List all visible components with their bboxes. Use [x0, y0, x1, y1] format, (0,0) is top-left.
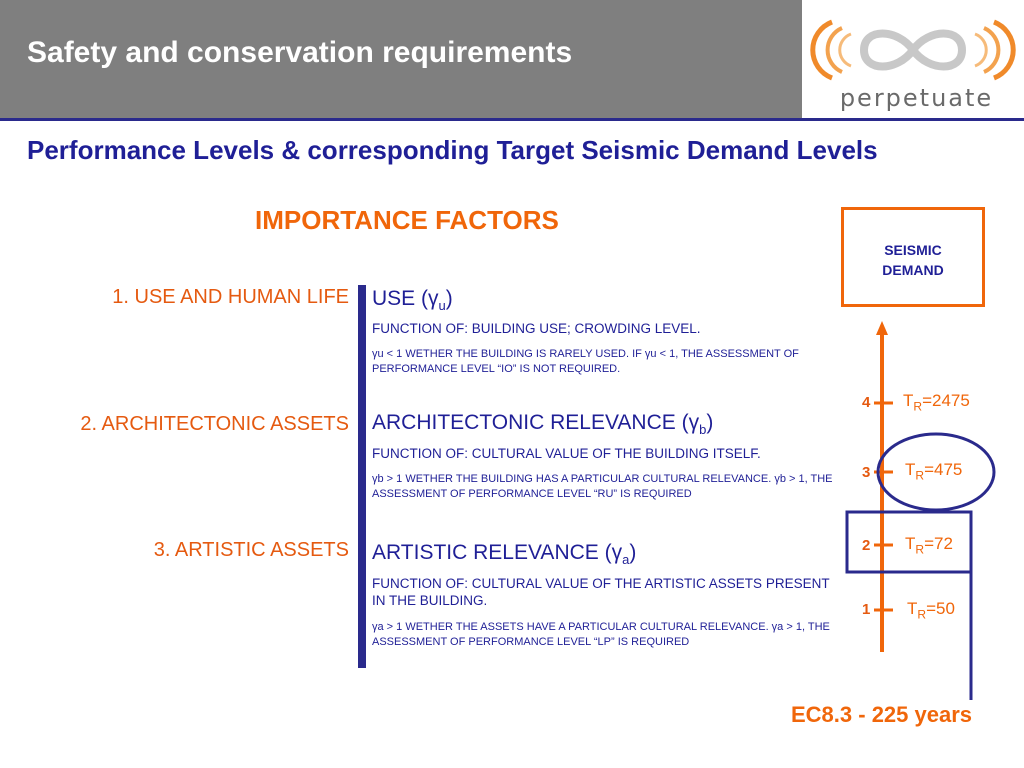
level-3-number: 3 — [862, 464, 871, 481]
section-title-use: USE $(\gamma_u)$ — [372, 287, 453, 314]
section-title-artistic: ARTISTIC RELEVANCE $(\gamma_a)$ — [372, 541, 637, 568]
factor-label-use: 1. USE AND HUMAN LIFE — [112, 286, 349, 308]
level-4-return-period: $T_R=2475$ — [903, 391, 970, 414]
section-note-artistic: γa > 1 WETHER THE ASSETS HAVE A PARTICULAR CULTURAL RELEVANCE. γa > 1, THE ASSESSMENT OF PERFORMANCE LEVEL “LP” IS REQUIRED — [372, 621, 830, 648]
ec8-footer: EC8.3 - 225 years — [791, 702, 973, 727]
section-title-architectonic: ARCHITECTONIC RELEVANCE $(\gamma_b)$ — [372, 411, 714, 438]
page-title: Safety and conservation requirements — [27, 36, 573, 69]
section-note-use: γu < 1 WETHER THE BUILDING IS RARELY USED. IF γu < 1, THE ASSESSMENT OF PERFORMANCE LEVEL “IO” IS NOT REQUIRED. — [372, 348, 799, 375]
factor-label-architectonic: 2. ARCHITECTONIC ASSETS — [80, 413, 349, 435]
scale-arrowhead — [876, 321, 888, 335]
section-note-architectonic: γb > 1 WETHER THE BUILDING HAS A PARTICULAR CULTURAL RELEVANCE. γb > 1, THE ASSESSMENT OF PERFORMANCE LEVEL “RU” IS REQUIRED — [372, 473, 833, 500]
level-4-number: 4 — [862, 394, 871, 411]
factor-label-artistic: 3. ARTISTIC ASSETS — [153, 539, 349, 561]
section-function-use: FUNCTION OF: BUILDING USE; CROWDING LEVEL. — [372, 321, 701, 336]
subtitle: Performance Levels & corresponding Target Seismic Demand Levels — [27, 135, 878, 165]
level-3-return-period: $T_R=475$ — [905, 460, 963, 483]
level-2-number: 2 — [862, 537, 871, 554]
seismic-demand-title: SEISMIC DEMAND — [882, 242, 944, 278]
level-1-number: 1 — [862, 601, 871, 618]
section-function-architectonic: FUNCTION OF: CULTURAL VALUE OF THE BUILDING ITSELF. — [372, 446, 761, 461]
section-function-artistic: FUNCTION OF: CULTURAL VALUE OF THE ARTISTIC ASSETS PRESENT IN THE BUILDING. — [372, 576, 830, 608]
level-1-return-period: $T_R=50$ — [907, 599, 955, 622]
importance-factors-title: IMPORTANCE FACTORS — [255, 205, 559, 235]
level-2-return-period: $T_R=72$ — [905, 534, 953, 557]
logo-text: perpetuate — [839, 84, 994, 112]
